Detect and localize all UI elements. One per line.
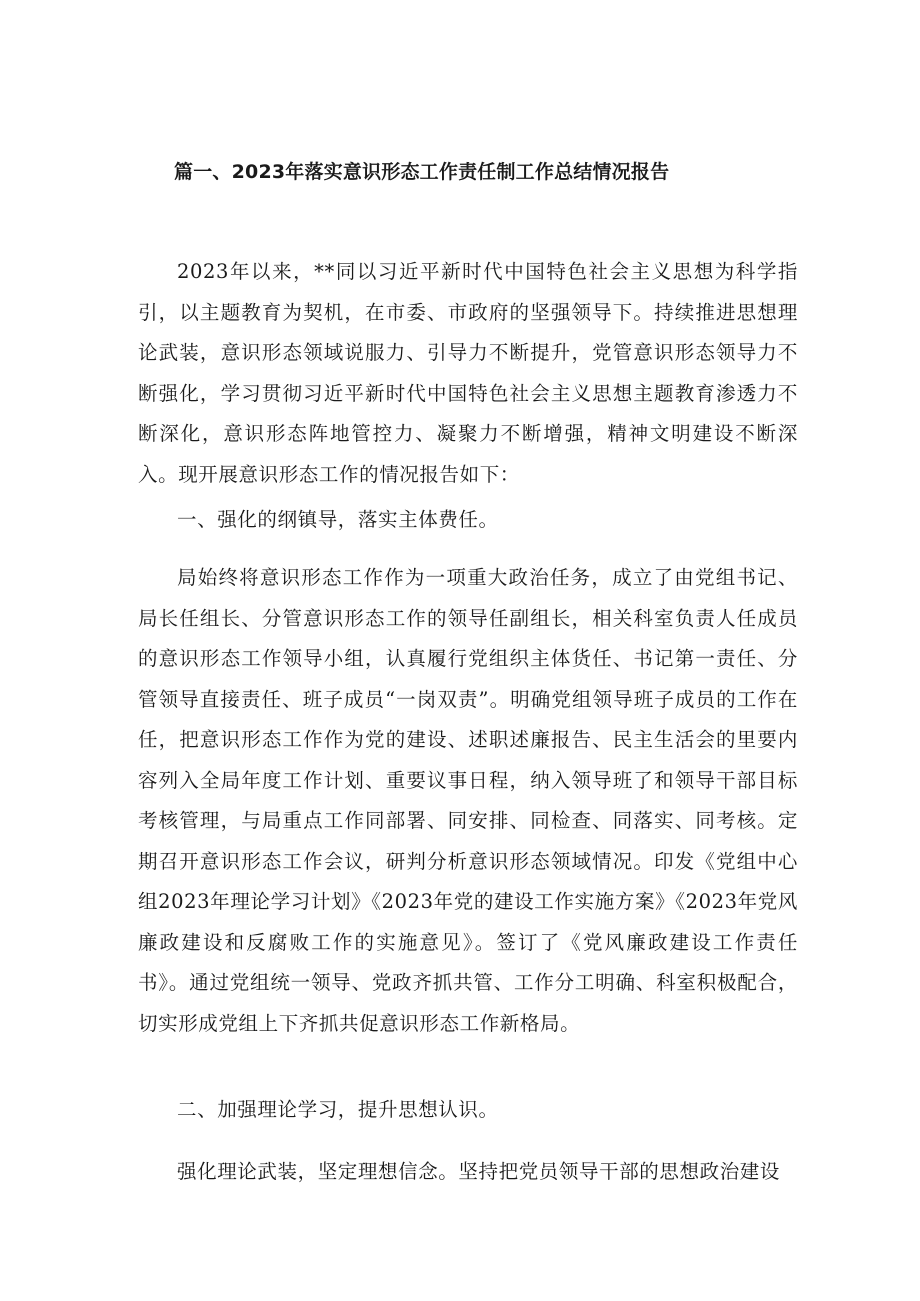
intro-paragraph: 2023年以来，**同以习近平新时代中国特色社会主义思想为科学指引，以主题教育为契机，在市委、市政府的坚强领导下。持续推进思想理论武装，意识形态领域说服力、引导力不断提升，党管意识形态领导力不断强化，学习贯彻习近平新时代中国特色社会主义思想主题教育渗透力不断深化，意识形态阵地管控力、凝聚力不断增强，精神文明建设不断深入。现开展意识形态工作的情况报告如下： bbox=[138, 260, 798, 486]
section-2-paragraph: 强化理论武装，坚定理想信念。坚持把党员领导干部的思想政治建设 bbox=[177, 1160, 781, 1183]
section-heading-1: 一、强化的纲镇导，落实主体费任。 bbox=[177, 508, 499, 531]
document-title: 篇一、2023年落实意识形态工作责任制工作总结情况报告 bbox=[174, 161, 670, 183]
section-heading-2: 二、加强理论学习，提升思想认识。 bbox=[177, 1098, 499, 1121]
section-1-paragraph: 局始终将意识形态工作作为一项重大政治任务，成立了由党组书记、局长任组长、分管意识形态工作的领导任副组长，相关科室负责人任成员的意识形态工作领导小组，认真履行党组织主体货任、书记第一责任、分管领导直接责任、班子成员“一岗双责”。明确党组领导班子成员的工作在任，把意识形态工作作为党的建设、述职述廉报告、民主生活会的里要内容列入全局年度工作计划、重要议事日程，纳入领导班了和领导干部目标考核管理，与局重点工作同部署、同安排、同检查、同落实、同考核。定期召开意识形态工作会议，研判分析意识形态领域情况。印发《党组中心组2023年理论学习计划》《2023年党的建设工作实施方案》《2023年党风廉政建设和反腐败工作的实施意见》。签订了《党风廉政建设工作责任书》。通过党组统一领导、党政齐抓共管、工作分工明确、科室积极配合，切实形成党组上下齐抓共促意识形态工作新格局。 bbox=[138, 566, 798, 1035]
